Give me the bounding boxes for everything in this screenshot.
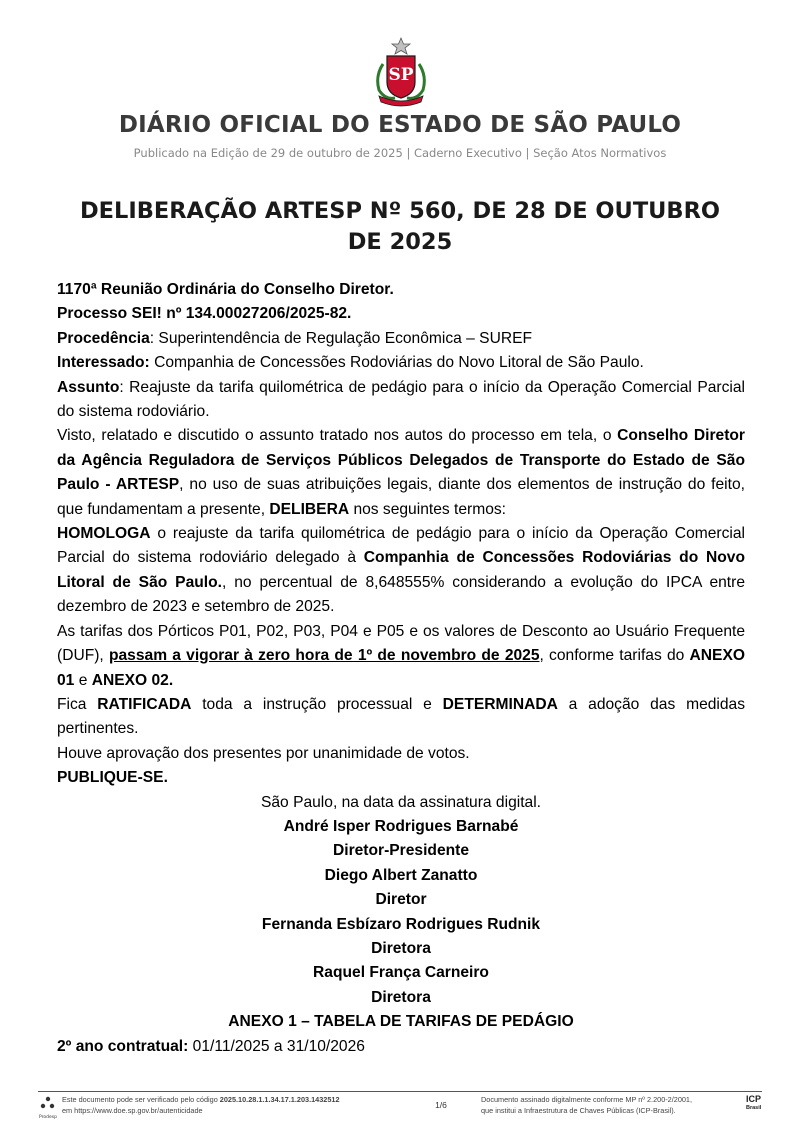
- homologa-paragraph: HOMOLOGA o reajuste da tarifa quilométrica de pedágio para o início da Operação Comercial Parcial do sistema rodoviário delegado à Companhia de Concessões Rodoviárias do Novo Litoral de São Paulo., no percentual de 8,648555% considerando a evolução do IPCA entre dezembro de 2023 e setembro de 2025.: [57, 525, 745, 616]
- contract-year-line: 2º ano contratual: 01/11/2025 a 31/10/2026: [57, 1037, 365, 1055]
- icp-brasil-logo: ICP Brasil: [746, 1094, 762, 1111]
- page-number: 1/6: [435, 1100, 447, 1110]
- publique-line: PUBLIQUE-SE.: [57, 769, 168, 787]
- prodesp-logo-icon: [38, 1095, 58, 1121]
- footer: [38, 1091, 762, 1128]
- verification-url[interactable]: em https://www.doe.sp.gov.br/autenticidade: [62, 1106, 203, 1115]
- masthead: DIÁRIO OFICIAL DO ESTADO DE SÃO PAULO: [118, 112, 682, 138]
- process-line: Processo SEI! nº 134.00027206/2025-82.: [57, 305, 352, 323]
- signatory-role: Diretor: [375, 891, 427, 909]
- procedencia-line: Procedência: Superintendência de Regulação Econômica – SUREF: [57, 329, 533, 347]
- signatory-name: André Isper Rodrigues Barnabé: [283, 817, 519, 835]
- signatory-name: Diego Albert Zanatto: [324, 866, 478, 884]
- place-date: São Paulo, na data da assinatura digital.: [260, 793, 542, 811]
- annex-title: ANEXO 1 – TABELA DE TARIFAS DE PEDÁGIO: [228, 1013, 574, 1031]
- signatory-role: Diretora: [371, 988, 431, 1006]
- document-body: [57, 278, 745, 1059]
- meeting-line: 1170ª Reunião Ordinária do Conselho Diretor.: [57, 281, 394, 298]
- approval-line: Houve aprovação dos presentes por unanimidade de votos.: [57, 744, 470, 762]
- svg-text:SP: SP: [388, 65, 414, 85]
- signatory-role: Diretor-Presidente: [332, 842, 470, 860]
- svg-text:Prodesp: Prodesp: [39, 1115, 57, 1120]
- interessado-line: Interessado: Companhia de Concessões Rodoviárias do Novo Litoral de São Paulo.: [57, 354, 644, 372]
- sao-paulo-coat-of-arms-icon: [369, 36, 433, 108]
- signatory-name: Fernanda Esbízaro Rodrigues Rudnik: [261, 915, 541, 933]
- tarifas-paragraph: As tarifas dos Pórticos P01, P02, P03, P04 e P05 e os valores de Desconto ao Usuário Frequente (DUF), passam a vigorar à zero hora de 1º de novembro de 2025, conforme tarifas do ANEXO 01 e ANEXO 02.: [57, 622, 745, 689]
- verification-note: Este documento pode ser verificado pelo código 2025.10.28.1.1.34.17.1.203.1432512 em https://www.doe.sp.gov.br/autenticidade: [62, 1095, 340, 1115]
- document-title: DELIBERAÇÃO ARTESP Nº 560, DE 28 DE OUTUBRO DE 2025: [79, 198, 721, 255]
- fica-paragraph: Fica RATIFICADA toda a instrução processual e DETERMINADA a adoção das medidas pertinentes.: [57, 695, 746, 738]
- signatory-name: Raquel França Carneiro: [313, 964, 489, 982]
- visto-paragraph: Visto, relatado e discutido o assunto tratado nos autos do processo em tela, o Conselho Diretor da Agência Reguladora de Serviços Públicos Delegados de Transporte do Estado de São Paulo - ARTESP, no uso de suas atribuições legais, diante dos elementos de instrução do feito, que fundamentam a presente, DELIBERA nos seguintes termos:: [57, 427, 745, 518]
- verification-code: 2025.10.28.1.1.34.17.1.203.1432512: [219, 1095, 340, 1104]
- publication-info: Publicado na Edição de 29 de outubro de 2025 | Caderno Executivo | Seção Atos Normativos: [133, 146, 667, 160]
- signature-note: Documento assinado digitalmente conforme MP nº 2.200-2/2001, que institui a Infraestrutura de Chaves Públicas (ICP-Brasil).: [481, 1095, 693, 1115]
- assunto-paragraph: Assunto: Reajuste da tarifa quilométrica de pedágio para o início da Operação Comercial Parcial do sistema rodoviário.: [57, 378, 745, 421]
- signatory-role: Diretora: [371, 939, 431, 957]
